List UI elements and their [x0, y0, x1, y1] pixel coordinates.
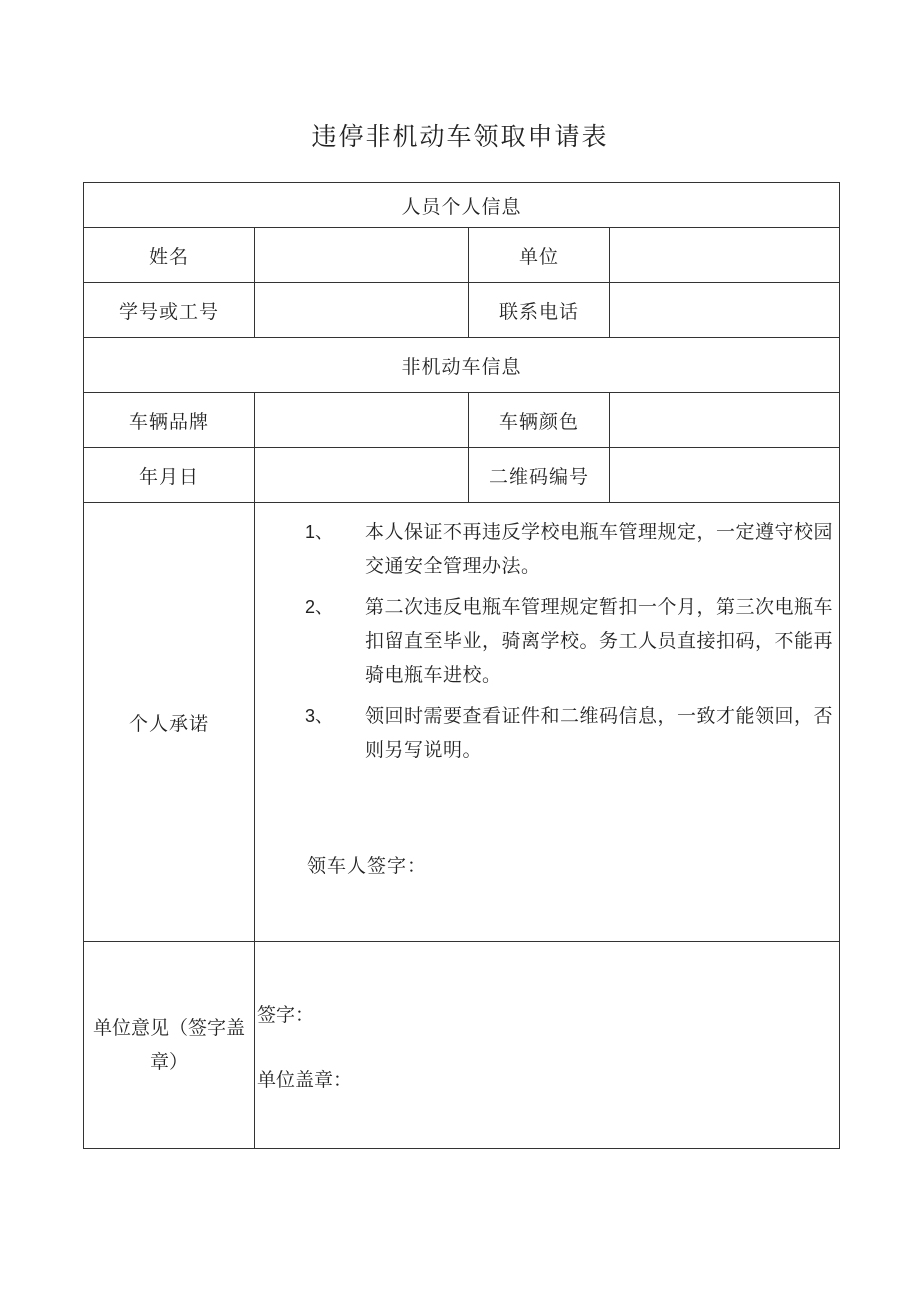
application-form [83, 182, 840, 1149]
row-unit-opinion [84, 942, 840, 1149]
name-field[interactable] [255, 228, 469, 283]
section-personal-info [84, 183, 840, 228]
commitment-text: 领回时需要查看证件和二维码信息，一致才能领回，否则另写说明。 [365, 705, 834, 761]
section-vehicle-info [84, 338, 840, 393]
commitment-number: 3、 [305, 706, 334, 726]
commitment-number: 2、 [305, 597, 334, 617]
row-brand-color [84, 393, 840, 448]
commitment-number: 1、 [305, 522, 334, 542]
unit-opinion-label: 单位意见（签字盖章） [84, 942, 255, 1149]
commitment-item-1 [255, 515, 833, 583]
unit-field[interactable] [610, 228, 840, 283]
opinion-stamp-label: 单位盖章： [257, 1069, 353, 1091]
phone-field[interactable] [610, 283, 840, 338]
color-field[interactable] [610, 393, 840, 448]
brand-label: 车辆品牌 [84, 393, 255, 448]
date-label: 年月日 [84, 448, 255, 503]
row-commitment [84, 503, 840, 942]
qr-label: 二维码编号 [469, 448, 610, 503]
commitment-item-3 [255, 699, 833, 767]
name-label: 姓名 [84, 228, 255, 283]
commitment-text: 本人保证不再违反学校电瓶车管理规定，一定遵守校园交通安全管理办法。 [365, 521, 834, 577]
commitment-text: 第二次违反电瓶车管理规定暂扣一个月，第三次电瓶车扣留直至毕业，骑离学校。务工人员直接扣码，不能再骑电瓶车进校。 [365, 596, 834, 686]
row-date-qr [84, 448, 840, 503]
id-field[interactable] [255, 283, 469, 338]
phone-label: 联系电话 [469, 283, 610, 338]
brand-field[interactable] [255, 393, 469, 448]
commitment-label: 个人承诺 [84, 503, 255, 942]
qr-field[interactable] [610, 448, 840, 503]
row-name-unit [84, 228, 840, 283]
opinion-signature-label: 签字： [257, 1004, 315, 1026]
unit-label: 单位 [469, 228, 610, 283]
recipient-signature-label: 领车人签字： [307, 855, 428, 877]
page-title: 违停非机动车领取申请表 [311, 122, 609, 151]
unit-opinion-content [255, 942, 840, 1149]
id-label: 学号或工号 [84, 283, 255, 338]
color-label: 车辆颜色 [469, 393, 610, 448]
date-field[interactable] [255, 448, 469, 503]
section-title-vehicle: 非机动车信息 [84, 338, 840, 393]
section-title-personal: 人员个人信息 [84, 183, 840, 228]
commitment-list [255, 515, 833, 767]
commitment-content [255, 503, 840, 942]
commitment-item-2 [255, 590, 833, 692]
row-id-phone [84, 283, 840, 338]
